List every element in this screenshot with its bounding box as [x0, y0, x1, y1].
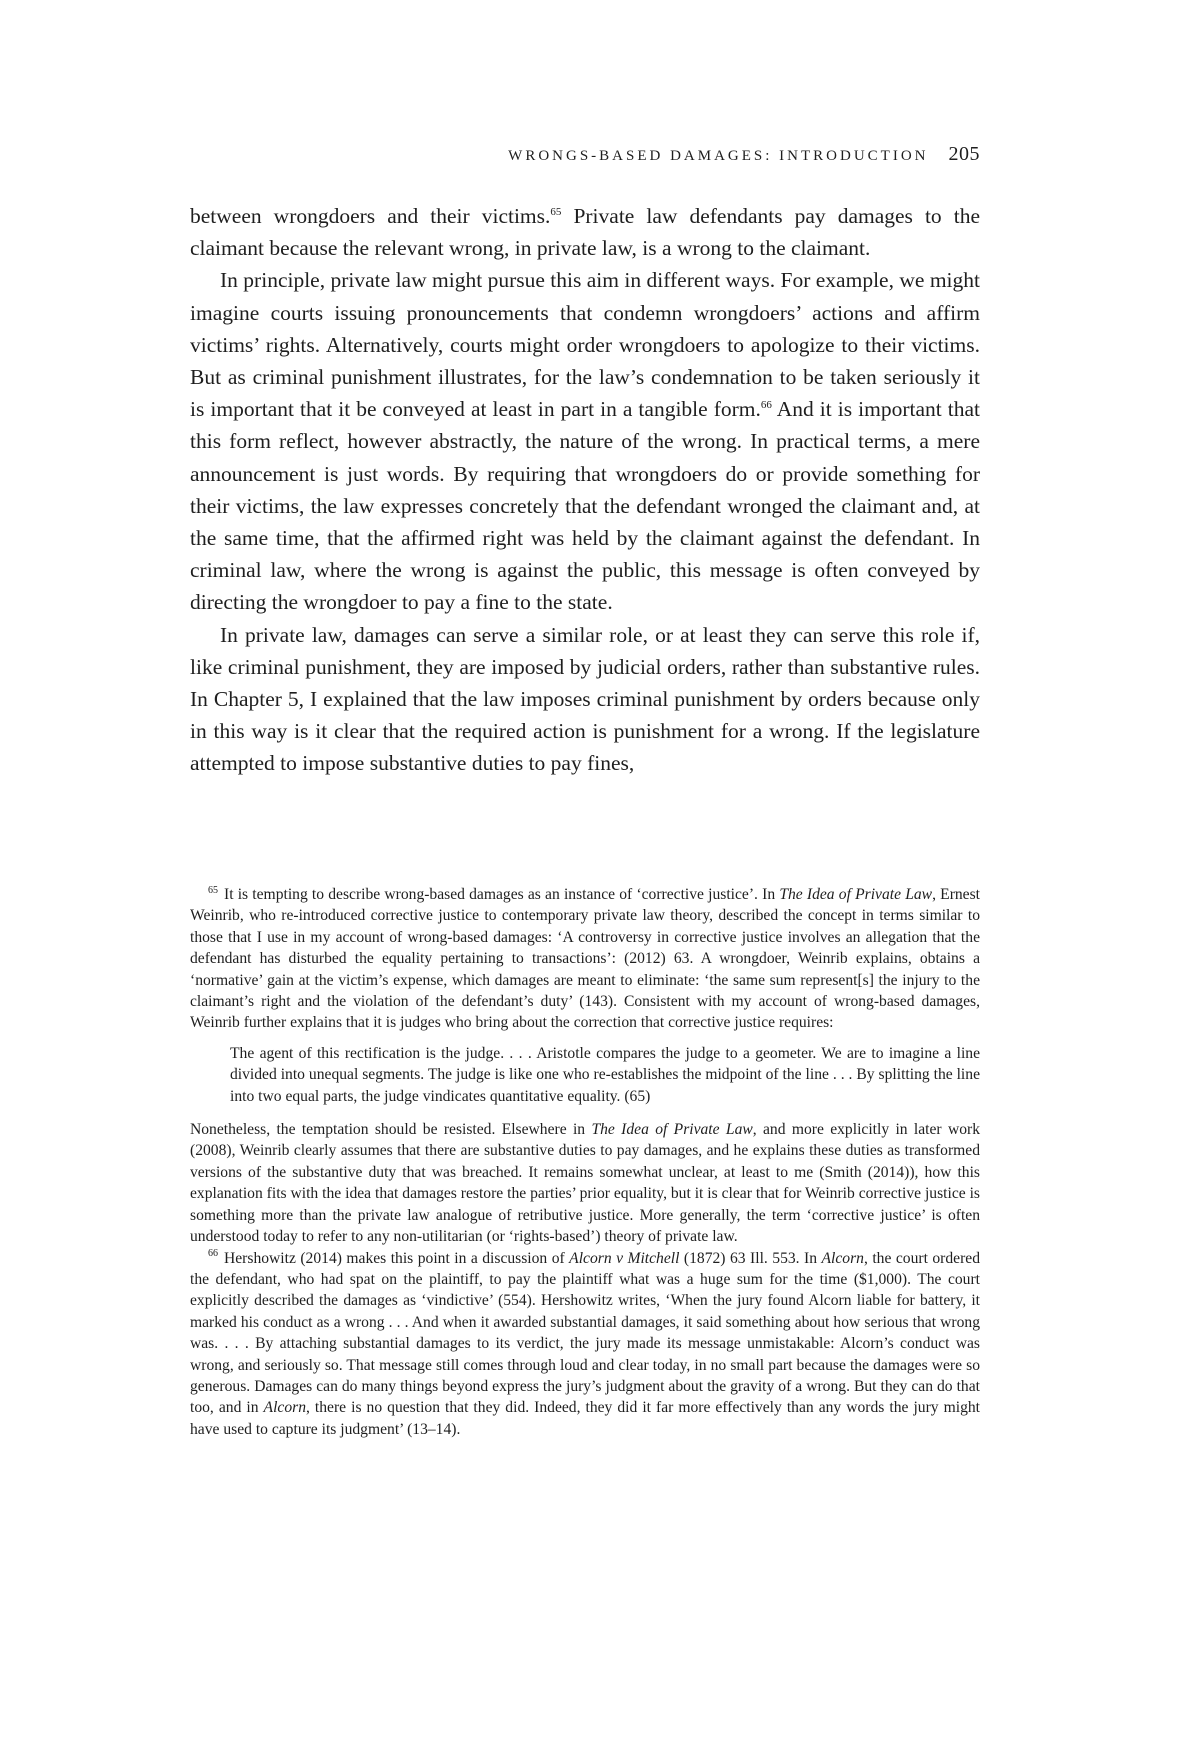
footnote-66-text-2: (1872) 63 Ill. 553. In — [679, 1249, 822, 1267]
running-head-title: WRONGS-BASED DAMAGES: INTRODUCTION — [508, 148, 929, 164]
main-text — [190, 200, 980, 780]
paragraph-2-text-a: In principle, private law might pursue this aim in different ways. For example, we might imagine courts issuing pronouncements that condemn wrongdoers’ actions and affirm victims’ rights. Alternatively, courts might order wrongdoers to apologize to their victims. But as criminal punishment illustrates, for the law’s condemnation to be taken seriously it is important that it be conveyed at least in part in a tangible form. — [190, 268, 980, 422]
footnote-66-case-short-2: Alcorn — [263, 1399, 306, 1417]
footnote-65-number: 65 — [208, 884, 218, 896]
footnote-65-cont-book-title: The Idea of Private Law — [591, 1121, 753, 1139]
paragraph-1-text-b: Private law defendants pay damages to the claimant because the relevant wrong, in private law, is a wrong to the claimant. — [190, 204, 980, 261]
footnote-66-case-name: Alcorn v Mitchell — [569, 1249, 680, 1267]
footnote-66-number: 66 — [208, 1248, 218, 1260]
footnote-66-text-4: , there is no question that they did. Indeed, they did it far more effectively than any words the jury might have used to capture its judgment’ (13–14). — [190, 1399, 980, 1438]
footnote-66-text-1: Hershowitz (2014) makes this point in a discussion of — [224, 1249, 570, 1267]
running-header — [190, 143, 980, 166]
paragraph-2-text-b: And it is important that this form reflect, however abstractly, the nature of the wrong. In practical terms, a mere announcement is just words. By requiring that wrongdoers do or provide something for their victims, the law expresses concretely that the defendant wronged the claimant and, at the same time, that the affirmed right was held by the claimant against the defendant. In criminal law, where the wrong is against the public, this message is often conveyed by directing the wrongdoer to pay a fine to the state. — [190, 397, 980, 615]
footnote-65 — [190, 884, 980, 1034]
footnote-65-cont-text-1: Nonetheless, the temptation should be resisted. Elsewhere in — [190, 1121, 592, 1139]
page-number: 205 — [948, 143, 980, 165]
footnote-65-text-1: It is tempting to describe wrong-based damages as an instance of ‘corrective justice’. In — [224, 886, 780, 903]
paragraph-3: In private law, damages can serve a similar role, or at least they can serve this role if, like criminal punishment, they are imposed by judicial orders, rather than substantive rules. In Chapter 5, I explained that the law imposes criminal punishment by orders because only in this way is it clear that the required action is punishment for a wrong. If the legislature attempted to impose substantive duties to pay fines, — [190, 622, 980, 776]
footnote-65-cont-text-2: , and more explicitly in later work (2008), Weinrib clearly assumes that there are substantive duties to pay damages, and he explains these duties as transformed versions of the substantive duty that was breached. It remains somewhat unclear, at least to me (Smith (2014)), how this explanation fits with the idea that damages restore the parties’ prior equality, but it is clear that for Weinrib corrective justice is something more than the private law analogue of retributive justice. More generally, the term ‘corrective justice’ is often understood today to refer to any non-utilitarian (or ‘rights-based’) theory of private law. — [190, 1121, 980, 1246]
footnote-65-book-title: The Idea of Private Law — [779, 886, 933, 903]
footnote-ref-66[interactable]: 66 — [760, 399, 772, 412]
footnote-65-text-2: , Ernest Weinrib, who re-introduced corrective justice to contemporary private law theory, described the concept in terms similar to those that I use in my account of wrong-based damages: ‘A controversy in corrective justice involves an allegation that the defendant has disturbed the equality pertaining to transactions’: (2012) 63. A wrongdoer, Weinrib explains, obtains a ‘normative’ gain at the victim’s expense, which damages are meant to eliminate: ‘the same sum represent[s] the injury to the claimant’s right and the violation of the defendant’s duty’ (143). Consistent with my account of wrong-based damages, Weinrib further explains that it is judges who bring about the correction that corrective justice requires: — [190, 886, 981, 1032]
footnotes — [190, 884, 980, 1440]
footnote-ref-65[interactable]: 65 — [550, 205, 562, 218]
footnote-65-block-quote: The agent of this rectification is the judge. . . . Aristotle compares the judge to a geometer. We are to imagine a line divided into unequal segments. The judge is like one who re-establishes the midpoint of the line . . . By splitting the line into two equal parts, the judge vindicates quantitative equality. (65) — [230, 1044, 980, 1105]
footnote-65-continuation — [190, 1119, 980, 1247]
paragraph-1 — [190, 200, 980, 264]
footnote-66-text-3: , the court ordered the defendant, who had spat on the plaintiff, to pay the plaintiff what was a huge sum for the time ($1,000). The court explicitly described the damages as ‘vindictive’ (554). Hershowitz writes, ‘When the jury found Alcorn liable for battery, it marked his conduct as a wrong . . . And when it awarded substantial damages, it said something about how serious that wrong was. . . . By attaching substantial damages to its verdict, the jury made its message unmistakable: Alcorn’s conduct was wrong, and seriously so. That message still comes through loud and clear today, in no small part because the damages were so generous. Damages can do many things beyond express the jury’s judgment about the gravity of a wrong. But they can do that too, and in — [190, 1249, 980, 1417]
footnote-66-case-short-1: Alcorn — [821, 1249, 864, 1267]
paragraph-1-text-a: between wrongdoers and their victims. — [190, 204, 551, 228]
footnote-66 — [190, 1248, 980, 1441]
paragraph-2 — [190, 264, 980, 618]
